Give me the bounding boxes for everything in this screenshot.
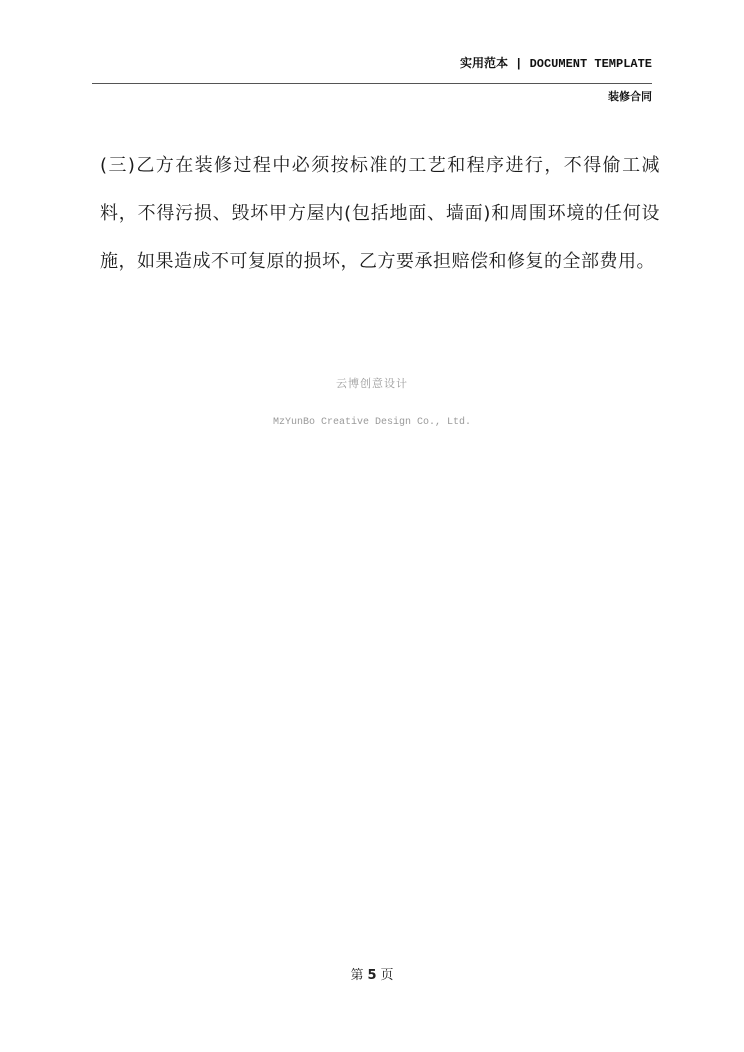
page-number-prefix: 第 <box>350 968 364 983</box>
body-paragraph: (三)乙方在装修过程中必须按标准的工艺和程序进行，不得偷工减料，不得污损、毁坏甲方屋内(包括地面、墙面)和周围环境的任何设施，如果造成不可复原的损坏，乙方要承担赔偿和修复的全部费用。 <box>100 155 660 272</box>
page-number-value: 5 <box>367 968 377 983</box>
header-divider <box>92 83 652 84</box>
company-name-english: MzYunBo Creative Design Co., Ltd. <box>272 417 472 428</box>
page-number <box>0 964 744 983</box>
header-subtitle: 装修合同 <box>608 90 652 103</box>
header-title: 实用范本 | DOCUMENT TEMPLATE <box>459 57 652 71</box>
page-number-suffix: 页 <box>380 968 394 983</box>
company-name-chinese: 云博创意设计 <box>336 377 408 390</box>
